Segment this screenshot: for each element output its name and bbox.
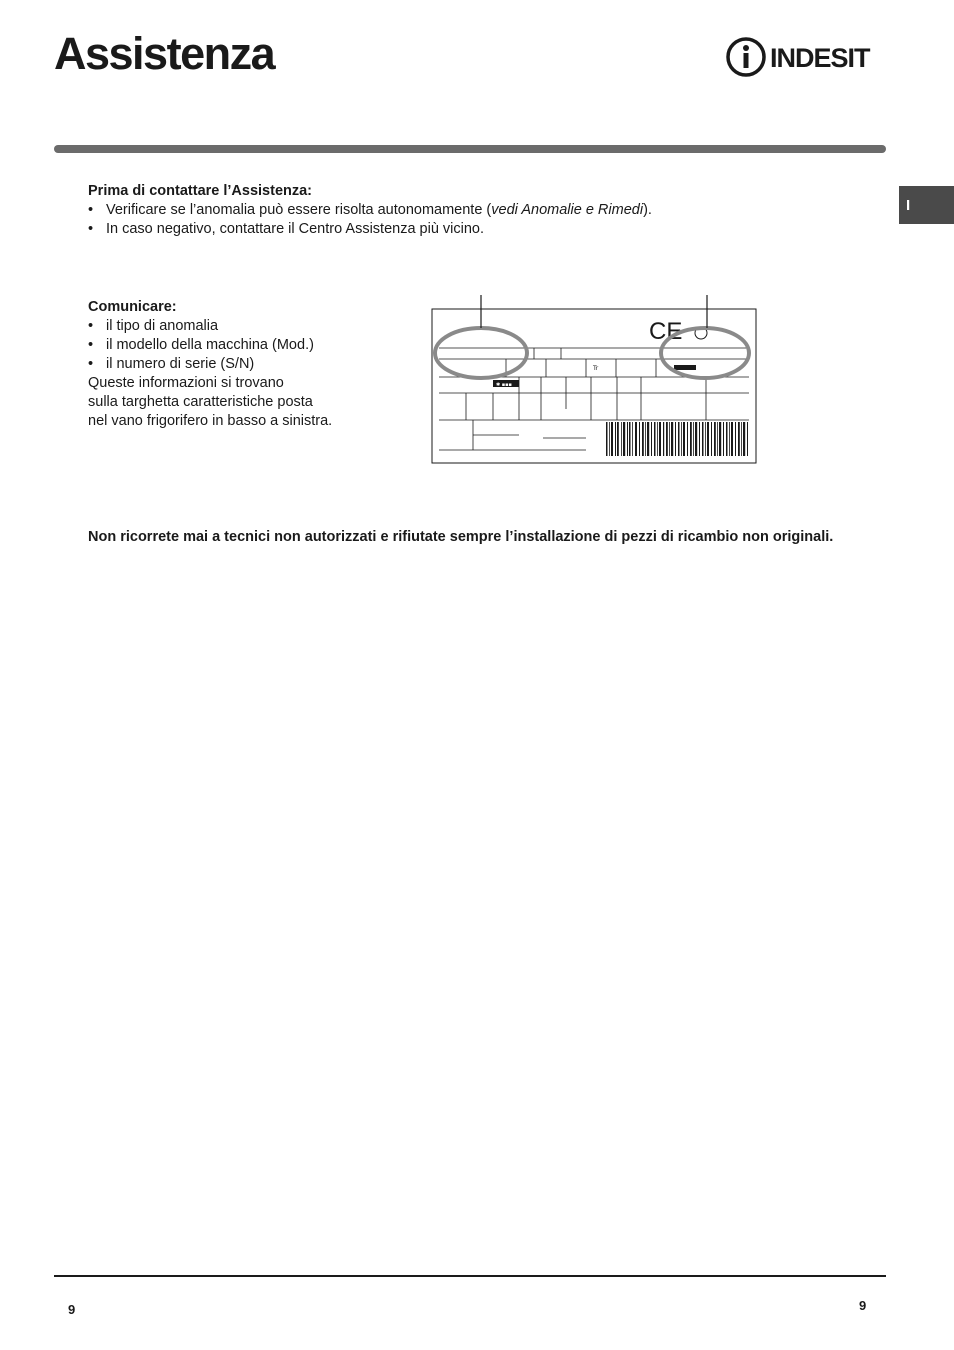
bullet-icon: • [88, 202, 94, 218]
before-contact-heading: Prima di contattare l’Assistenza: [88, 183, 313, 199]
list-item: • Verificare se l’anomalia può essere risolta autonomamente (vedi Anomalie e Rimedi). [88, 202, 652, 218]
indesit-logo [726, 36, 886, 78]
language-tab: I [899, 186, 954, 224]
ce-mark-icon: CE [649, 318, 683, 345]
list-item: • il tipo di anomalia [88, 318, 219, 334]
svg-text:✱ ▪▪▪: ✱ ▪▪▪ [496, 382, 512, 388]
bullet-icon: • [88, 337, 94, 353]
warning-text: Non ricorrete mai a tecnici non autorizzati e rifiutate sempre l’installazione di pezzi di ricambio non originali. [88, 529, 834, 545]
before-contact-section [88, 182, 848, 239]
bullet-icon: • [88, 356, 94, 372]
footer-divider [54, 1275, 886, 1277]
bullet-icon: • [88, 221, 94, 237]
svg-text:Tr: Tr [593, 365, 599, 372]
header-divider [54, 145, 886, 153]
page-number-right: 9 [859, 1298, 867, 1313]
page-title: Assistenza [54, 28, 275, 79]
list-item: • il numero di serie (S/N) [88, 356, 255, 372]
list-item: • il modello della macchina (Mod.) [88, 337, 314, 353]
communicate-section [88, 298, 388, 431]
page-number-left: 9 [68, 1302, 76, 1317]
list-item: • In caso negativo, contattare il Centro Assistenza più vicino. [88, 221, 485, 237]
communicate-heading: Comunicare: [88, 299, 177, 315]
cross-reference: vedi Anomalie e Rimedi [491, 202, 644, 218]
rating-plate-diagram [431, 294, 758, 466]
brand-name: INDESIT [770, 43, 870, 73]
plate-location-note: Queste informazioni si trovano sulla targhetta caratteristiche posta nel vano frigorifero in basso a sinistra. [88, 375, 333, 429]
bullet-icon: • [88, 318, 94, 334]
